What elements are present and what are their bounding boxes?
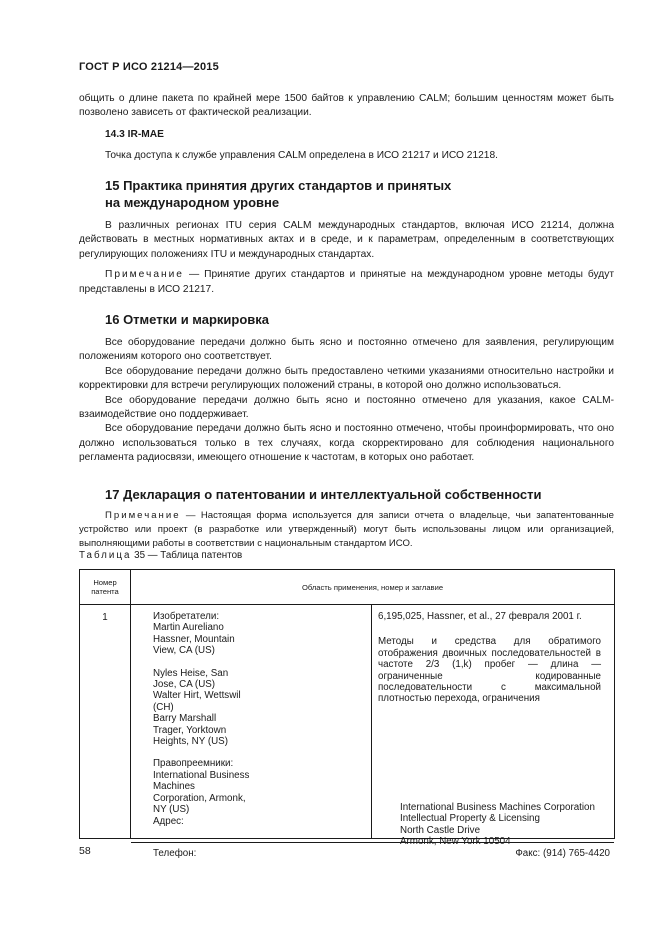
inventor-line: Nyles Heise, San [153, 667, 229, 679]
section-16-p3: Все оборудование передачи должно быть ясно и постоянно отмечено для указания, какое CALM-взаимодействие оно поддерживает. [79, 394, 614, 421]
table-caption-text: 35 — Таблица патентов [131, 550, 243, 561]
section-15 [79, 177, 614, 297]
section-17-note [79, 509, 614, 551]
inventor-line: Hassner, Mountain [153, 633, 235, 645]
assignee-address [400, 802, 620, 848]
col-header-number [80, 570, 131, 605]
inventor-line: Jose, CA (US) [153, 679, 216, 691]
intro-paragraph [79, 92, 614, 121]
section-15-heading-line1: 15 Практика принятия других стандартов и принятых [105, 178, 452, 193]
inventor-line: View, CA (US) [153, 645, 215, 657]
assignee-line: Corporation, Armonk, [153, 792, 246, 804]
assignee-line: International Business [153, 769, 250, 781]
table-row [80, 605, 615, 839]
section-17-heading: 17 Декларация о патентовании и интеллектуальной собственности [105, 487, 542, 502]
section-14-3 [79, 128, 614, 164]
table-caption-label: Таблица [79, 550, 132, 561]
address-line: Intellectual Property & Licensing [400, 813, 540, 825]
address-line: North Castle Drive [400, 824, 481, 836]
section-16-p4: Все оборудование передачи должно быть ясно и постоянно отмечено, чтобы проинформировать, что оно должно использоваться только в тех случаях, когда скорректировано для соблюдения национального регламента радиосвязи, имеющего отношение к частотам, в которых оно работает. [79, 423, 614, 464]
intro-text: общить о длине пакета по крайней мере 1500 байтов к управлению CALM; большим ценностям может быть позволено зависеть от фактической реализации. [79, 93, 614, 119]
patent-details [131, 605, 615, 859]
page-number: 58 [79, 845, 91, 857]
phone-label: Телефон: [153, 848, 197, 859]
address-line: Armonk, New York 10504 [400, 836, 511, 848]
address-line: International Business Machines Corporation [400, 802, 595, 813]
note-label: Примечание [105, 269, 184, 281]
section-14-3-heading: 14.3 IR-MAE [105, 129, 164, 140]
patent-title: Методы и средства для обратимого отображения двоичных последовательностей в частоте 2/3 (1,k) пробег — длина — ограниченные кодированные последовательности с максимальной плотностью перехода, ограничения [378, 636, 601, 705]
column-divider [371, 605, 372, 838]
left-column [153, 611, 363, 827]
section-17 [79, 486, 614, 551]
assignee-line: Machines [153, 781, 195, 793]
table-caption [79, 550, 242, 561]
right-column [378, 611, 601, 705]
note-text: — Принятие других стандартов и принятые на международном уровне методы будут представлены в ИСО 21217. [79, 269, 614, 295]
inventor-line: Barry Marshall [153, 713, 217, 725]
patent-reference: 6,195,025, Hassner, et al., 27 февраля 2001 г. [378, 611, 582, 622]
note-text: — Настоящая форма используется для записи отчета о владельце, чьи запатентованные устройство или проект (в разработке или утвержденный) могут быть использованы лицом или организацией, выполняющими работы в соответствии с национальным стандартом ИСО. [79, 510, 614, 549]
section-16-p2: Все оборудование передачи должно быть предоставлено четкими указаниями относительно настройки и корректировки для встречи регулирующих положений страны, в которой оно должно использоваться. [79, 365, 614, 392]
address-label: Адрес: [153, 815, 184, 827]
inventors-label: Изобретатели: [153, 611, 220, 622]
inventor-line: (CH) [153, 701, 174, 713]
row-divider [131, 842, 614, 843]
note-label: Примечание [105, 510, 181, 521]
document-header: ГОСТ Р ИСО 21214—2015 [79, 61, 219, 73]
assignees-label: Правопреемники: [153, 758, 234, 770]
col-header-number-line2: патента [91, 587, 119, 596]
section-16-p1: Все оборудование передачи должно быть ясно и постоянно отмечено для заявления, регулирующим положениям которого оно соответствует. [79, 337, 614, 363]
section-16 [79, 311, 614, 466]
inventor-line: Walter Hirt, Wettswil [153, 690, 241, 702]
inventor-line: Martin Aureliano [153, 622, 224, 634]
section-16-heading: 16 Отметки и маркировка [105, 312, 270, 327]
section-14-3-text: Точка доступа к службе управления CALM определена в ИСО 21217 и ИСО 21218. [105, 150, 498, 162]
table-header-row [80, 570, 615, 605]
fax-number: Факс: (914) 765-4420 [515, 848, 610, 859]
section-15-text: В различных регионах ITU серия CALM международных стандартов, включая ИСО 21214, должна действовать в местных нормативных актах и в среде, и к параметрам, определенным в соответствующих регулирующих положениях ITU и международных стандартах. [79, 220, 614, 260]
col-header-scope: Область применения, номер и заглавие [131, 570, 615, 605]
inventor-line: Heights, NY (US) [153, 736, 228, 748]
assignee-line: NY (US) [153, 804, 190, 816]
patent-number: 1 [80, 605, 131, 839]
inventor-line: Trager, Yorktown [153, 724, 227, 736]
col-header-number-line1: Номер [93, 578, 117, 587]
section-15-note [79, 268, 614, 297]
section-15-heading-line2: на международном уровне [105, 195, 280, 210]
